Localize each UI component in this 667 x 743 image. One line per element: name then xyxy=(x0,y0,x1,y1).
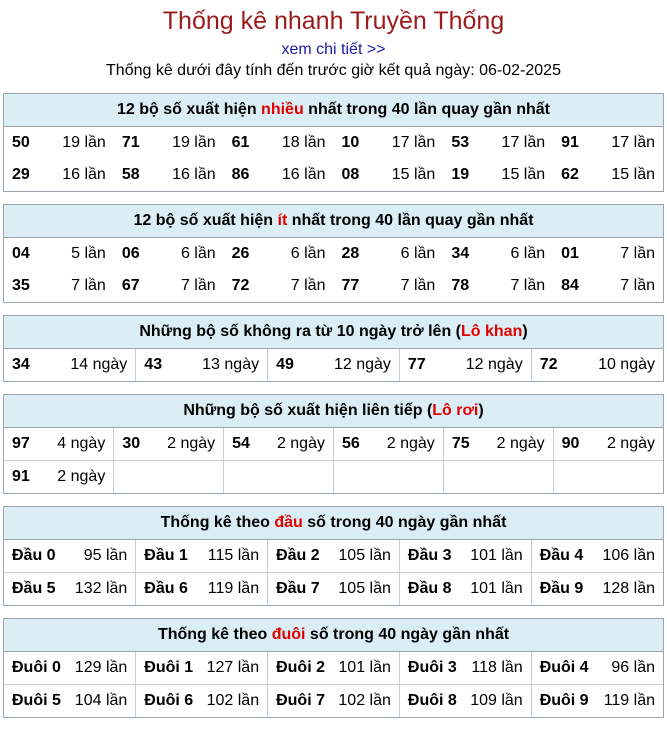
stat-number: 67 xyxy=(121,277,140,294)
stat-pair xyxy=(532,580,663,598)
stat-cell xyxy=(114,238,224,270)
stat-cell xyxy=(268,540,400,573)
stat-cell xyxy=(224,159,334,191)
stat-cell xyxy=(531,540,663,573)
stat-pair xyxy=(136,356,267,374)
stat-count: 129 lần xyxy=(74,659,128,676)
stat-number: Đuôi 1 xyxy=(144,659,194,676)
stat-number: 86 xyxy=(231,166,250,183)
stat-cell xyxy=(4,685,136,718)
stat-count: 6 lần xyxy=(180,245,216,262)
stat-count: 7 lần xyxy=(620,245,655,262)
stat-count: 7 lần xyxy=(620,277,655,294)
stat-number: 90 xyxy=(561,435,580,452)
stat-cell xyxy=(553,238,663,270)
stat-number: 61 xyxy=(231,134,250,151)
lo-roi-table xyxy=(4,428,663,493)
stat-number: 77 xyxy=(407,356,426,373)
stat-number: 04 xyxy=(12,245,30,262)
stat-cell xyxy=(399,652,531,685)
stat-pair xyxy=(333,134,443,152)
stat-count: 12 ngày xyxy=(465,356,523,373)
lo-khan-table xyxy=(4,349,663,381)
stat-cell xyxy=(399,685,531,718)
stat-count: 102 lần xyxy=(338,692,391,709)
stat-number: Đuôi 5 xyxy=(12,692,61,709)
stat-count: 6 lần xyxy=(510,245,546,262)
stat-number: 97 xyxy=(12,435,30,452)
stat-count: 19 lần xyxy=(172,134,216,151)
stat-cell xyxy=(114,127,224,159)
table-row xyxy=(4,159,663,191)
stat-number: 56 xyxy=(341,435,360,452)
stat-cell xyxy=(553,127,663,159)
stat-cell xyxy=(136,540,268,573)
stat-number: 34 xyxy=(12,356,30,373)
section-heading: Thống kê theo đuôi số trong 40 ngày gần nhất xyxy=(4,619,663,652)
stat-cell xyxy=(553,270,663,302)
stat-number: Đầu 0 xyxy=(12,547,56,564)
table-row xyxy=(4,685,663,718)
stat-number: 19 xyxy=(451,166,470,183)
stat-number: 01 xyxy=(561,245,579,262)
stat-number: Đầu 1 xyxy=(144,547,188,564)
stat-number: 43 xyxy=(144,356,163,373)
stat-number: 35 xyxy=(12,277,30,294)
stat-number: Đầu 2 xyxy=(276,547,320,564)
stat-count: 4 ngày xyxy=(57,435,106,452)
stat-cell xyxy=(333,428,443,461)
section-lo-roi xyxy=(3,394,664,494)
stat-pair xyxy=(4,468,113,486)
stat-pair xyxy=(333,277,443,295)
stat-pair xyxy=(136,580,267,598)
stat-cell xyxy=(4,270,114,302)
section-dau-stats xyxy=(3,506,664,606)
stat-cell xyxy=(333,270,443,302)
stat-cell xyxy=(443,270,553,302)
stat-count: 7 lần xyxy=(71,277,106,294)
stat-number: 08 xyxy=(341,166,360,183)
stat-number: 53 xyxy=(451,134,470,151)
section-most-frequent xyxy=(3,93,664,192)
stat-cell xyxy=(224,127,334,159)
stat-cell xyxy=(4,127,114,159)
stat-cell xyxy=(399,540,531,573)
table-row xyxy=(4,428,663,461)
stat-count: 7 lần xyxy=(510,277,546,294)
stat-number: Đầu 5 xyxy=(12,580,56,597)
stat-count: 106 lần xyxy=(602,547,655,564)
stat-cell xyxy=(268,652,400,685)
stat-count: 16 lần xyxy=(281,166,326,183)
stat-number: 62 xyxy=(561,166,579,183)
stat-pair xyxy=(114,166,224,184)
stat-pair xyxy=(136,659,267,677)
stat-cell xyxy=(443,461,553,494)
stat-count: 12 ngày xyxy=(333,356,391,373)
stat-number: Đầu 9 xyxy=(539,580,584,597)
stat-cell xyxy=(114,461,224,494)
stat-pair xyxy=(268,659,399,677)
stat-pair xyxy=(553,134,663,152)
stat-cell xyxy=(553,159,663,191)
stat-number: 28 xyxy=(341,245,360,262)
stat-count: 105 lần xyxy=(338,580,391,597)
section-duoi-stats xyxy=(3,618,664,718)
stat-cell xyxy=(443,159,553,191)
stat-cell xyxy=(531,652,663,685)
stat-cell xyxy=(553,428,663,461)
stat-number: 72 xyxy=(231,277,250,294)
stat-number: 91 xyxy=(561,134,579,151)
stat-pair xyxy=(532,659,663,677)
stat-count: 2 ngày xyxy=(167,435,216,452)
duoi-stats-table xyxy=(4,652,663,717)
section-heading: 12 bộ số xuất hiện nhiều nhất trong 40 lần quay gần nhất xyxy=(4,94,663,127)
stat-number: 50 xyxy=(12,134,30,151)
stat-pair xyxy=(114,277,224,295)
stat-pair xyxy=(224,435,333,453)
stat-count: 14 ngày xyxy=(70,356,128,373)
stat-pair xyxy=(268,356,399,374)
stat-count: 119 lần xyxy=(207,580,260,597)
stat-cell xyxy=(224,461,334,494)
stat-number: Đuôi 0 xyxy=(12,659,61,676)
stat-cell xyxy=(224,270,334,302)
stat-cell xyxy=(224,238,334,270)
stat-cell xyxy=(4,573,136,606)
stat-number: Đuôi 9 xyxy=(539,692,589,709)
stat-pair xyxy=(400,692,531,710)
table-row xyxy=(4,270,663,302)
stat-pair xyxy=(333,245,443,263)
stat-count: 104 lần xyxy=(74,692,128,709)
stat-cell xyxy=(268,573,400,606)
stat-count: 15 lần xyxy=(391,166,436,183)
stat-cell xyxy=(4,349,136,381)
stat-count: 101 lần xyxy=(470,580,523,597)
stat-number: 10 xyxy=(341,134,360,151)
stat-cell xyxy=(399,349,531,381)
stat-cell xyxy=(553,461,663,494)
stat-pair xyxy=(4,245,114,263)
stat-count: 95 lần xyxy=(83,547,128,564)
stat-count: 10 ngày xyxy=(598,356,655,373)
stat-number: 78 xyxy=(451,277,470,294)
table-row xyxy=(4,540,663,573)
stat-pair xyxy=(4,547,135,565)
table-row xyxy=(4,573,663,606)
stat-number: Đuôi 8 xyxy=(407,692,457,709)
stat-pair xyxy=(400,356,531,374)
stat-count: 7 lần xyxy=(400,277,436,294)
stat-cell xyxy=(114,428,224,461)
stat-cell xyxy=(268,685,400,718)
stat-count: 109 lần xyxy=(470,692,523,709)
stat-count: 2 ngày xyxy=(606,435,655,452)
section-heading: 12 bộ số xuất hiện ít nhất trong 40 lần quay gần nhất xyxy=(4,205,663,238)
stat-pair xyxy=(400,547,531,565)
stat-count: 17 lần xyxy=(501,134,546,151)
stat-pair xyxy=(4,277,114,295)
stat-pair xyxy=(553,245,663,263)
stat-pair xyxy=(400,659,531,677)
stat-pair xyxy=(4,692,135,710)
stat-cell xyxy=(399,573,531,606)
stat-cell xyxy=(136,349,268,381)
page-title: Thống kê nhanh Truyền Thống xyxy=(162,7,505,35)
stat-pair xyxy=(4,659,135,677)
table-row xyxy=(4,461,663,494)
stat-cell xyxy=(4,540,136,573)
stat-cell xyxy=(4,428,114,461)
stat-number: 30 xyxy=(122,435,141,452)
table-row xyxy=(4,652,663,685)
stat-number: 75 xyxy=(451,435,470,452)
stat-cell xyxy=(531,685,663,718)
stat-cell xyxy=(443,127,553,159)
stat-number: 49 xyxy=(276,356,294,373)
stat-pair xyxy=(443,134,553,152)
stat-cell xyxy=(531,349,663,381)
stat-cell xyxy=(136,652,268,685)
stat-number: Đuôi 3 xyxy=(407,659,457,676)
stat-pair xyxy=(224,134,334,152)
stat-count: 118 lần xyxy=(471,659,523,676)
stat-pair xyxy=(532,356,663,374)
stat-pair xyxy=(114,134,224,152)
stat-cell xyxy=(531,573,663,606)
stat-pair xyxy=(114,435,223,453)
section-least-frequent xyxy=(3,204,664,303)
stat-cell xyxy=(4,238,114,270)
stat-cell xyxy=(114,159,224,191)
stat-pair xyxy=(268,547,399,565)
stat-count: 15 lần xyxy=(611,166,655,183)
stat-pair xyxy=(4,356,135,374)
dau-stats-table xyxy=(4,540,663,605)
stat-pair xyxy=(554,435,663,453)
stat-count: 5 lần xyxy=(71,245,106,262)
stat-pair xyxy=(334,435,443,453)
stat-count: 7 lần xyxy=(290,277,326,294)
stat-pair xyxy=(268,580,399,598)
section-heading: Những bộ số không ra từ 10 ngày trở lên (Lô khan) xyxy=(4,316,663,349)
stat-count: 17 lần xyxy=(611,134,655,151)
stat-pair xyxy=(532,547,663,565)
stat-number: Đuôi 4 xyxy=(539,659,589,676)
stat-count: 16 lần xyxy=(62,166,106,183)
stat-number: 72 xyxy=(539,356,558,373)
stat-count: 2 ngày xyxy=(276,435,325,452)
stat-number: Đầu 4 xyxy=(539,547,584,564)
stat-count: 105 lần xyxy=(338,547,391,564)
section-lo-khan xyxy=(3,315,664,382)
stat-count: 102 lần xyxy=(206,692,260,709)
stat-count: 101 lần xyxy=(470,547,523,564)
stat-cell xyxy=(136,685,268,718)
stat-pair xyxy=(4,134,114,152)
stat-count: 6 lần xyxy=(400,245,436,262)
stat-pair xyxy=(224,245,334,263)
stat-count: 15 lần xyxy=(501,166,546,183)
stat-pair xyxy=(4,166,114,184)
stat-pair xyxy=(444,435,553,453)
stat-count: 96 lần xyxy=(611,659,655,676)
stat-count: 13 ngày xyxy=(202,356,260,373)
page-subtitle: Thống kê dưới đây tính đến trước giờ kết quả ngày: 06-02-2025 xyxy=(106,62,561,79)
stat-number: 54 xyxy=(232,435,250,452)
view-details-link[interactable]: xem chi tiết >> xyxy=(281,41,386,58)
stat-count: 132 lần xyxy=(74,580,128,597)
stat-pair xyxy=(224,277,334,295)
stat-pair xyxy=(4,435,113,453)
table-row xyxy=(4,349,663,381)
stat-number: 91 xyxy=(12,468,30,485)
stat-number: Đầu 7 xyxy=(276,580,320,597)
stat-cell xyxy=(333,461,443,494)
stat-count: 101 lần xyxy=(338,659,391,676)
stat-number: 58 xyxy=(121,166,140,183)
stat-count: 16 lần xyxy=(172,166,216,183)
stat-cell xyxy=(443,238,553,270)
stat-number: 26 xyxy=(231,245,250,262)
stat-count: 18 lần xyxy=(281,134,326,151)
stat-cell xyxy=(136,573,268,606)
stat-number: 84 xyxy=(561,277,579,294)
stat-cell xyxy=(4,159,114,191)
stat-number: 29 xyxy=(12,166,30,183)
stat-cell xyxy=(268,349,400,381)
stat-count: 19 lần xyxy=(62,134,106,151)
stat-cell xyxy=(224,428,334,461)
stat-pair xyxy=(443,245,553,263)
stat-pair xyxy=(224,166,334,184)
stat-pair xyxy=(114,245,224,263)
stat-count: 115 lần xyxy=(207,547,260,564)
section-heading: Thống kê theo đầu số trong 40 ngày gần nhất xyxy=(4,507,663,540)
stat-number: Đầu 3 xyxy=(407,547,452,564)
stat-number: 34 xyxy=(451,245,470,262)
stat-number: 06 xyxy=(121,245,140,262)
page-header xyxy=(0,0,667,82)
table-row xyxy=(4,238,663,270)
stat-count: 6 lần xyxy=(290,245,326,262)
stat-pair xyxy=(333,166,443,184)
stat-cell xyxy=(333,127,443,159)
stat-count: 17 lần xyxy=(391,134,436,151)
stat-number: Đầu 6 xyxy=(144,580,188,597)
most-frequent-table xyxy=(4,127,663,191)
stat-pair xyxy=(553,277,663,295)
least-frequent-table xyxy=(4,238,663,302)
stat-number: Đuôi 2 xyxy=(276,659,325,676)
stat-number: 71 xyxy=(121,134,140,151)
stat-cell xyxy=(4,461,114,494)
stat-pair xyxy=(4,580,135,598)
stat-number: Đuôi 6 xyxy=(144,692,194,709)
section-heading: Những bộ số xuất hiện liên tiếp (Lô rơi) xyxy=(4,395,663,428)
stat-cell xyxy=(333,238,443,270)
stat-cell xyxy=(333,159,443,191)
stat-pair xyxy=(268,692,399,710)
stat-count: 128 lần xyxy=(602,580,655,597)
stat-pair xyxy=(136,692,267,710)
stat-pair xyxy=(532,692,663,710)
table-row xyxy=(4,127,663,159)
stat-count: 7 lần xyxy=(180,277,216,294)
stat-number: 77 xyxy=(341,277,360,294)
stat-pair xyxy=(443,166,553,184)
stat-pair xyxy=(400,580,531,598)
stat-count: 127 lần xyxy=(206,659,260,676)
stat-pair xyxy=(136,547,267,565)
stat-count: 119 lần xyxy=(603,692,655,709)
stat-count: 2 ngày xyxy=(496,435,545,452)
stat-cell xyxy=(4,652,136,685)
stat-number: Đuôi 7 xyxy=(276,692,325,709)
stat-count: 2 ngày xyxy=(57,468,106,485)
stat-count: 2 ngày xyxy=(386,435,435,452)
stat-pair xyxy=(443,277,553,295)
stat-pair xyxy=(553,166,663,184)
stat-cell xyxy=(114,270,224,302)
stat-cell xyxy=(443,428,553,461)
stat-number: Đầu 8 xyxy=(407,580,452,597)
